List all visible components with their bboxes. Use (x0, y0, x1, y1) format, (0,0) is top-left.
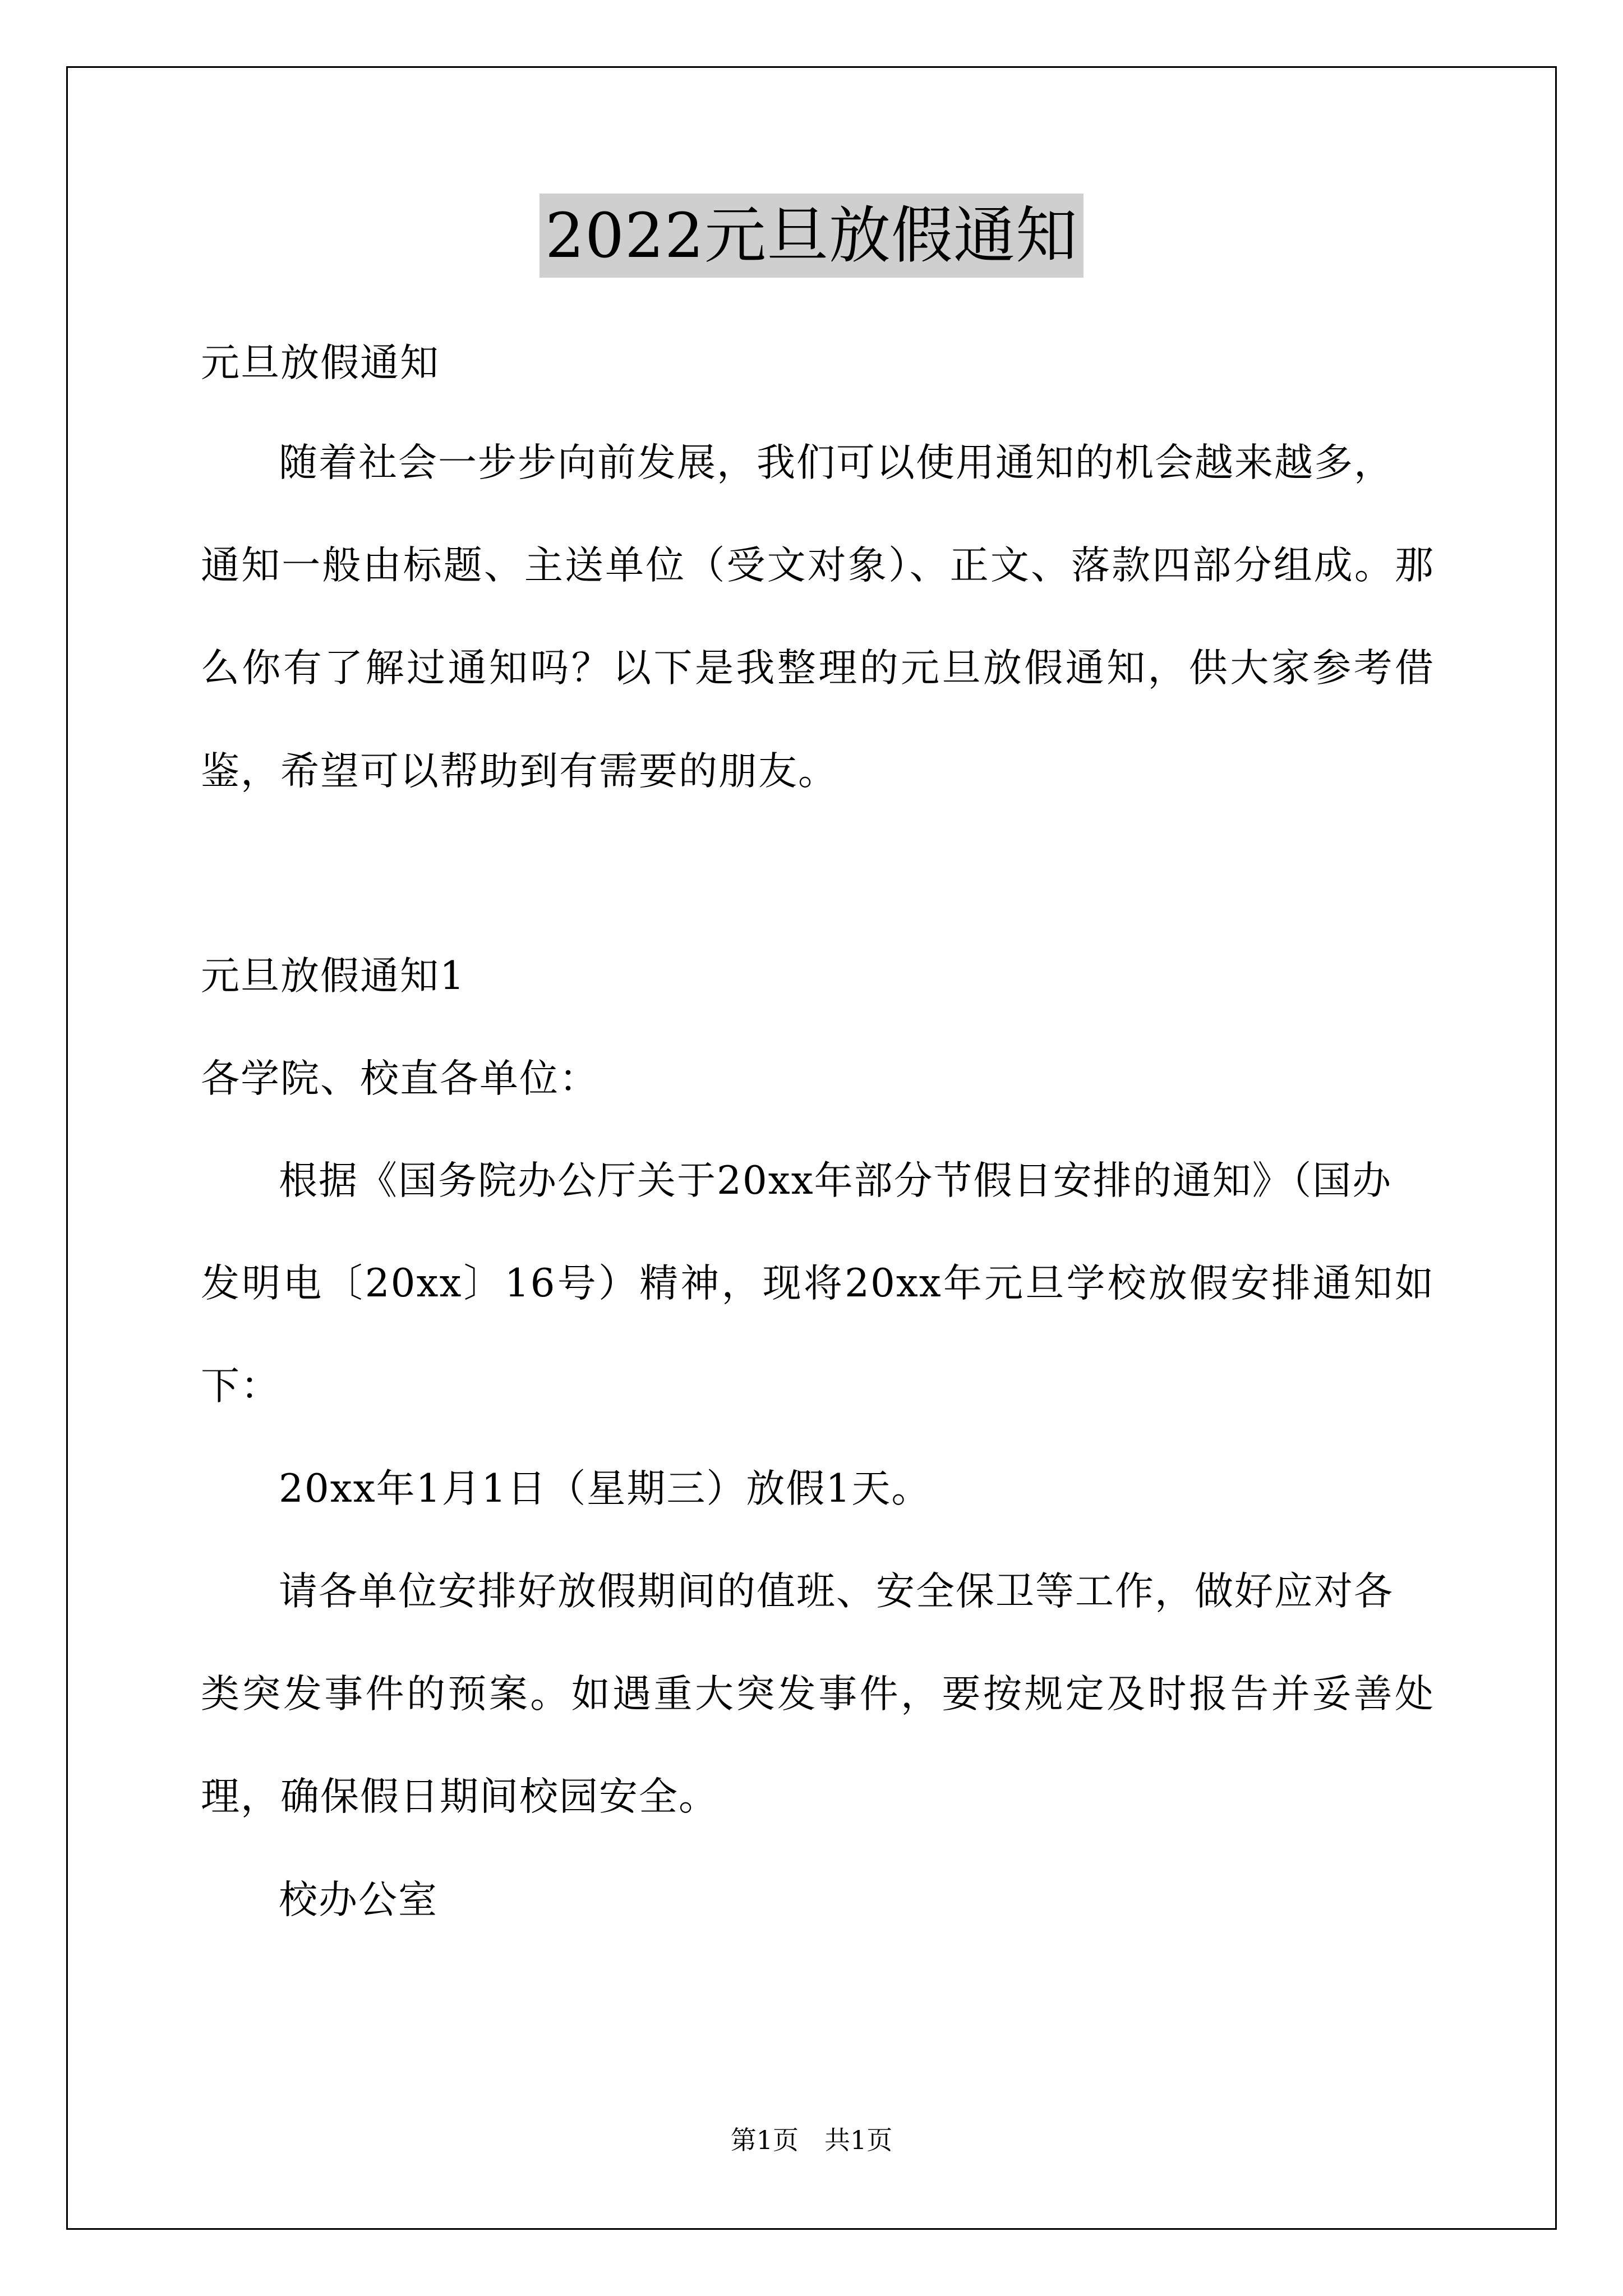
body-line: 下： (201, 1364, 280, 1409)
body-line: 发明电〔20xx〕16号）精神，现将20xx年元旦学校放假安排通知如 (201, 1261, 1435, 1306)
body-line: 鉴，希望可以帮助到有需要的朋友。 (201, 749, 838, 794)
body-line: 根据《国务院办公厅关于20xx年部分节假日安排的通知》（国办 (279, 1158, 1393, 1203)
page-footer (0, 2123, 1623, 2157)
page-current: 第1页 (730, 2125, 799, 2155)
body-line: 20xx年1月1日（星期三）放假1天。 (279, 1466, 932, 1511)
signature: 校办公室 (279, 1878, 438, 1922)
page-total: 共1页 (824, 2125, 893, 2155)
body-line: 随着社会一步步向前发展，我们可以使用通知的机会越来越多， (279, 440, 1394, 485)
salutation: 各学院、校直各单位： (201, 1056, 599, 1101)
document-title: 2022元旦放假通知 (540, 194, 1083, 278)
section-heading: 元旦放假通知1 (201, 954, 465, 999)
body-line: 理，确保假日期间校园安全。 (201, 1774, 718, 1819)
body-line: 么你有了解过通知吗？以下是我整理的元旦放假通知，供大家参考借 (201, 646, 1435, 691)
section-heading: 元旦放假通知 (201, 341, 440, 385)
body-line: 请各单位安排好放假期间的值班、安全保卫等工作，做好应对各 (279, 1569, 1394, 1614)
title-container (0, 194, 1623, 278)
body-line: 通知一般由标题、主送单位（受文对象）、正文、落款四部分组成。那 (201, 543, 1435, 588)
body-line: 类突发事件的预案。如遇重大突发事件，要按规定及时报告并妥善处 (201, 1672, 1435, 1717)
